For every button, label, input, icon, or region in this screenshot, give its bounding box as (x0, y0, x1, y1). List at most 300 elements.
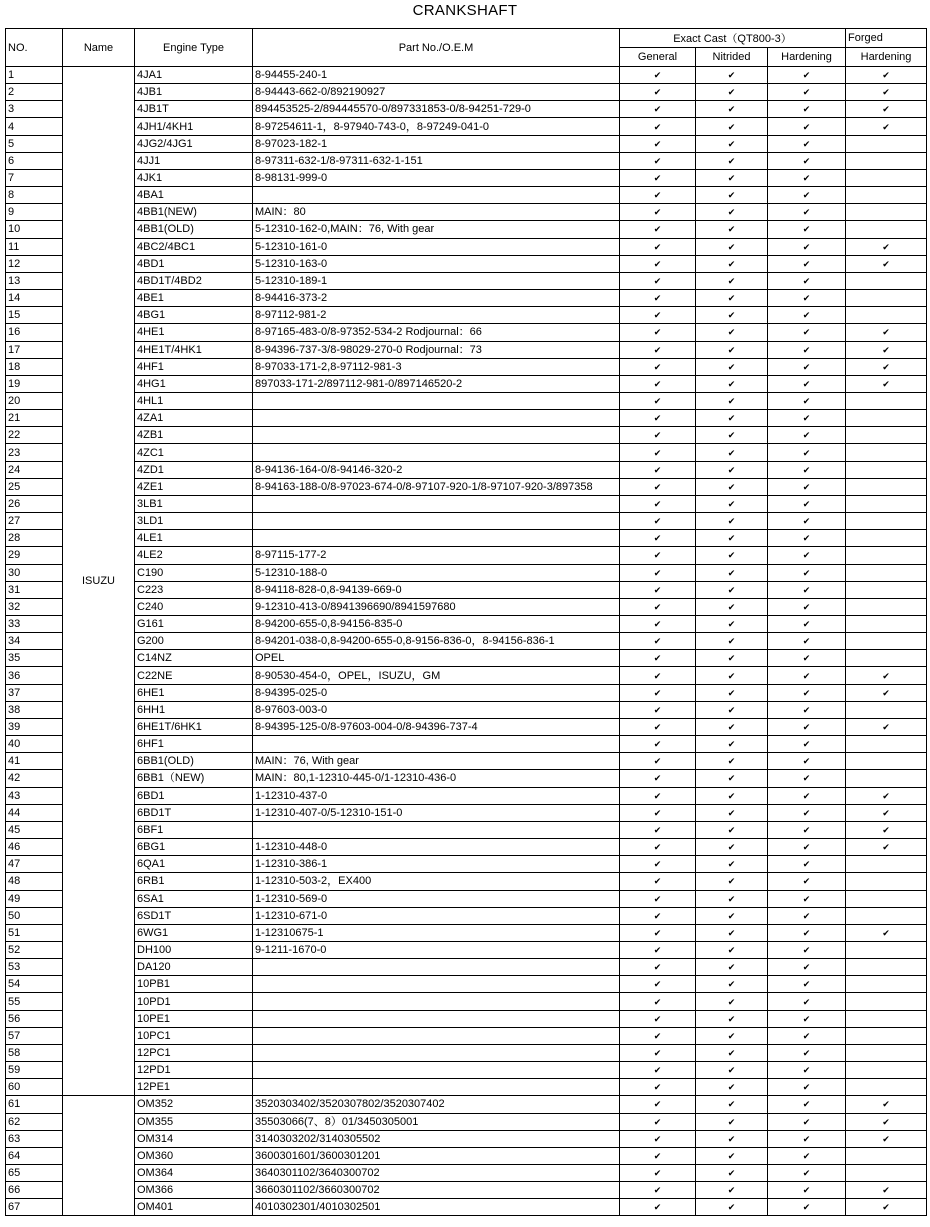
check-mark-icon: ✔ (882, 121, 890, 132)
check-mark-icon: ✔ (653, 121, 662, 132)
row-number: 48 (6, 873, 63, 890)
check-general (620, 255, 696, 272)
check-mark-icon: ✔ (653, 1150, 662, 1161)
check-mark-icon: ✔ (727, 704, 736, 715)
check-mark-icon: ✔ (802, 533, 811, 544)
check-mark-icon: ✔ (653, 739, 662, 750)
check-forged-hardening (846, 290, 927, 307)
check-forged-hardening (846, 821, 927, 838)
engine-type: 4BG1 (135, 307, 253, 324)
check-forged-hardening (846, 1010, 927, 1027)
check-mark-icon: ✔ (727, 293, 736, 304)
part-number: 3600301601/3600301201 (253, 1147, 620, 1164)
row-number: 32 (6, 598, 63, 615)
table-row (6, 873, 927, 890)
check-mark-icon: ✔ (802, 1047, 811, 1058)
check-general (620, 941, 696, 958)
check-forged-hardening (846, 513, 927, 530)
table-row (6, 581, 927, 598)
check-mark-icon: ✔ (882, 87, 890, 98)
row-number: 36 (6, 667, 63, 684)
check-general (620, 907, 696, 924)
check-mark-icon: ✔ (653, 70, 662, 81)
table-row (6, 1113, 927, 1130)
crankshaft-table (5, 28, 927, 1216)
table-row (6, 307, 927, 324)
check-mark-icon: ✔ (802, 293, 811, 304)
engine-type: 4JB1 (135, 84, 253, 101)
check-nitrided (696, 461, 768, 478)
check-hardening (768, 718, 846, 735)
table-row (6, 478, 927, 495)
check-mark-icon: ✔ (653, 1082, 662, 1093)
engine-type: 4HL1 (135, 392, 253, 409)
table-row (6, 633, 927, 650)
check-mark-icon: ✔ (802, 1133, 811, 1144)
check-forged-hardening (846, 1044, 927, 1061)
check-hardening (768, 839, 846, 856)
check-mark-icon: ✔ (653, 790, 662, 801)
check-mark-icon: ✔ (802, 241, 811, 252)
table-body (6, 67, 927, 1216)
table-row (6, 272, 927, 289)
check-mark-icon: ✔ (802, 327, 811, 338)
engine-type: 4HE1T/4HK1 (135, 341, 253, 358)
check-forged-hardening (846, 787, 927, 804)
check-hardening (768, 1079, 846, 1096)
check-forged-hardening (846, 101, 927, 118)
check-nitrided (696, 633, 768, 650)
check-hardening (768, 427, 846, 444)
table-row (6, 255, 927, 272)
check-nitrided (696, 1182, 768, 1199)
check-mark-icon: ✔ (653, 584, 662, 595)
check-general (620, 1182, 696, 1199)
check-mark-icon: ✔ (653, 1185, 662, 1196)
check-general (620, 839, 696, 856)
check-nitrided (696, 684, 768, 701)
check-mark-icon: ✔ (802, 567, 811, 578)
header-name: Name (63, 29, 135, 67)
check-forged-hardening (846, 341, 927, 358)
check-hardening (768, 890, 846, 907)
part-number: 1-12310675-1 (253, 924, 620, 941)
check-mark-icon: ✔ (653, 1065, 662, 1076)
check-mark-icon: ✔ (653, 996, 662, 1007)
check-mark-icon: ✔ (882, 722, 890, 733)
check-forged-hardening (846, 255, 927, 272)
check-mark-icon: ✔ (727, 430, 736, 441)
check-mark-icon: ✔ (653, 396, 662, 407)
check-hardening (768, 856, 846, 873)
row-number: 41 (6, 753, 63, 770)
check-forged-hardening (846, 135, 927, 152)
check-mark-icon: ✔ (802, 121, 811, 132)
engine-type: OM355 (135, 1113, 253, 1130)
check-forged-hardening (846, 1165, 927, 1182)
check-general (620, 959, 696, 976)
check-mark-icon: ✔ (802, 1099, 811, 1110)
table-row (6, 976, 927, 993)
check-nitrided (696, 1199, 768, 1216)
table-row (6, 684, 927, 701)
check-nitrided (696, 290, 768, 307)
part-number (253, 1079, 620, 1096)
table-row (6, 890, 927, 907)
check-mark-icon: ✔ (802, 275, 811, 286)
check-mark-icon: ✔ (653, 327, 662, 338)
table-row (6, 84, 927, 101)
engine-type: 4JA1 (135, 67, 253, 84)
engine-type: C240 (135, 598, 253, 615)
check-general (620, 392, 696, 409)
part-number: 8-97165-483-0/8-97352-534-2 Rodjournal：66 (253, 324, 620, 341)
check-mark-icon: ✔ (727, 70, 736, 81)
check-general (620, 1165, 696, 1182)
row-number: 4 (6, 118, 63, 135)
row-number: 16 (6, 324, 63, 341)
check-forged-hardening (846, 633, 927, 650)
check-mark-icon: ✔ (802, 722, 811, 733)
row-number: 24 (6, 461, 63, 478)
check-general (620, 787, 696, 804)
engine-type: 4JG2/4JG1 (135, 135, 253, 152)
check-mark-icon: ✔ (802, 979, 811, 990)
check-mark-icon: ✔ (882, 361, 890, 372)
row-number: 17 (6, 341, 63, 358)
check-forged-hardening (846, 478, 927, 495)
check-mark-icon: ✔ (802, 190, 811, 201)
check-general (620, 1044, 696, 1061)
engine-type: 4HF1 (135, 358, 253, 375)
check-forged-hardening (846, 324, 927, 341)
check-hardening (768, 290, 846, 307)
check-forged-hardening (846, 392, 927, 409)
check-general (620, 890, 696, 907)
check-mark-icon: ✔ (727, 653, 736, 664)
table-row (6, 564, 927, 581)
check-forged-hardening (846, 1096, 927, 1113)
part-number: 8-97603-003-0 (253, 701, 620, 718)
manufacturer-name: ISUZU (63, 67, 135, 1096)
check-mark-icon: ✔ (727, 224, 736, 235)
table-row (6, 101, 927, 118)
check-hardening (768, 204, 846, 221)
row-number: 40 (6, 736, 63, 753)
check-mark-icon: ✔ (882, 258, 890, 269)
check-mark-icon: ✔ (802, 1150, 811, 1161)
check-mark-icon: ✔ (802, 224, 811, 235)
part-number: 8-94395-025-0 (253, 684, 620, 701)
check-nitrided (696, 1113, 768, 1130)
table-row (6, 1010, 927, 1027)
check-mark-icon: ✔ (727, 739, 736, 750)
check-mark-icon: ✔ (653, 670, 662, 681)
engine-type: 6QA1 (135, 856, 253, 873)
table-row (6, 1165, 927, 1182)
part-number: 1-12310-407-0/5-12310-151-0 (253, 804, 620, 821)
part-number: MAIN：80 (253, 204, 620, 221)
row-number: 46 (6, 839, 63, 856)
check-hardening (768, 238, 846, 255)
table-row (6, 718, 927, 735)
row-number: 54 (6, 976, 63, 993)
check-general (620, 478, 696, 495)
check-forged-hardening (846, 753, 927, 770)
check-mark-icon: ✔ (727, 824, 736, 835)
check-nitrided (696, 187, 768, 204)
check-mark-icon: ✔ (653, 207, 662, 218)
check-mark-icon: ✔ (727, 396, 736, 407)
check-mark-icon: ✔ (653, 927, 662, 938)
engine-type: 6SD1T (135, 907, 253, 924)
table-header (6, 29, 927, 67)
check-mark-icon: ✔ (727, 756, 736, 767)
check-nitrided (696, 598, 768, 615)
check-nitrided (696, 1062, 768, 1079)
engine-type: 4ZD1 (135, 461, 253, 478)
check-mark-icon: ✔ (802, 550, 811, 561)
check-mark-icon: ✔ (727, 722, 736, 733)
engine-type: 10PC1 (135, 1027, 253, 1044)
check-hardening (768, 667, 846, 684)
check-mark-icon: ✔ (802, 962, 811, 973)
row-number: 12 (6, 255, 63, 272)
check-general (620, 135, 696, 152)
row-number: 59 (6, 1062, 63, 1079)
part-number (253, 1044, 620, 1061)
check-hardening (768, 1062, 846, 1079)
check-forged-hardening (846, 959, 927, 976)
check-mark-icon: ✔ (727, 1013, 736, 1024)
check-mark-icon: ✔ (802, 927, 811, 938)
engine-type: 10PE1 (135, 1010, 253, 1027)
check-mark-icon: ✔ (802, 361, 811, 372)
check-mark-icon: ✔ (653, 258, 662, 269)
check-nitrided (696, 272, 768, 289)
part-number: 8-97112-981-2 (253, 307, 620, 324)
part-number: 8-94200-655-0,8-94156-835-0 (253, 616, 620, 633)
check-mark-icon: ✔ (727, 601, 736, 612)
table-row (6, 341, 927, 358)
table-row (6, 1044, 927, 1061)
check-forged-hardening (846, 204, 927, 221)
engine-type: 6BD1T (135, 804, 253, 821)
check-mark-icon: ✔ (727, 207, 736, 218)
part-number (253, 976, 620, 993)
engine-type: 4ZE1 (135, 478, 253, 495)
check-forged-hardening (846, 1079, 927, 1096)
check-mark-icon: ✔ (802, 670, 811, 681)
check-nitrided (696, 1027, 768, 1044)
check-mark-icon: ✔ (802, 430, 811, 441)
engine-type: 4BD1 (135, 255, 253, 272)
header-forged: Forged (846, 29, 927, 48)
check-forged-hardening (846, 67, 927, 84)
row-number: 45 (6, 821, 63, 838)
table-row (6, 941, 927, 958)
check-general (620, 684, 696, 701)
check-nitrided (696, 135, 768, 152)
check-mark-icon: ✔ (653, 1047, 662, 1058)
header-general: General (620, 48, 696, 67)
check-general (620, 101, 696, 118)
check-mark-icon: ✔ (653, 293, 662, 304)
row-number: 13 (6, 272, 63, 289)
check-mark-icon: ✔ (653, 893, 662, 904)
check-nitrided (696, 976, 768, 993)
page-title: CRANKSHAFT (412, 2, 518, 19)
part-number: 8-97033-171-2,8-97112-981-3 (253, 358, 620, 375)
check-mark-icon: ✔ (653, 138, 662, 149)
check-nitrided (696, 787, 768, 804)
engine-type: DA120 (135, 959, 253, 976)
check-mark-icon: ✔ (653, 1168, 662, 1179)
check-nitrided (696, 358, 768, 375)
check-forged-hardening (846, 1062, 927, 1079)
row-number: 63 (6, 1130, 63, 1147)
engine-type: 4HG1 (135, 375, 253, 392)
row-number: 22 (6, 427, 63, 444)
check-general (620, 495, 696, 512)
check-hardening (768, 907, 846, 924)
check-forged-hardening (846, 238, 927, 255)
table-row (6, 547, 927, 564)
check-hardening (768, 392, 846, 409)
part-number: 8-97115-177-2 (253, 547, 620, 564)
row-number: 15 (6, 307, 63, 324)
check-nitrided (696, 667, 768, 684)
check-general (620, 718, 696, 735)
check-nitrided (696, 1079, 768, 1096)
check-general (620, 924, 696, 941)
part-number: 8-94201-038-0,8-94200-655-0,8-9156-836-0，8-94156-836-1 (253, 633, 620, 650)
check-forged-hardening (846, 444, 927, 461)
row-number: 1 (6, 67, 63, 84)
check-mark-icon: ✔ (802, 344, 811, 355)
table-row (6, 461, 927, 478)
check-mark-icon: ✔ (727, 173, 736, 184)
check-mark-icon: ✔ (653, 550, 662, 561)
check-mark-icon: ✔ (653, 807, 662, 818)
check-hardening (768, 101, 846, 118)
row-number: 14 (6, 290, 63, 307)
check-hardening (768, 513, 846, 530)
check-hardening (768, 444, 846, 461)
engine-type: 3LB1 (135, 495, 253, 512)
check-nitrided (696, 650, 768, 667)
check-nitrided (696, 118, 768, 135)
part-number: 8-97311-632-1/8-97311-632-1-151 (253, 152, 620, 169)
check-hardening (768, 187, 846, 204)
table-row (6, 856, 927, 873)
check-forged-hardening (846, 1113, 927, 1130)
row-number: 30 (6, 564, 63, 581)
manufacturer-name (63, 1096, 135, 1216)
check-nitrided (696, 1044, 768, 1061)
check-nitrided (696, 873, 768, 890)
check-general (620, 118, 696, 135)
check-mark-icon: ✔ (727, 893, 736, 904)
check-general (620, 547, 696, 564)
row-number: 25 (6, 478, 63, 495)
check-mark-icon: ✔ (802, 155, 811, 166)
check-mark-icon: ✔ (653, 824, 662, 835)
check-mark-icon: ✔ (653, 1099, 662, 1110)
table-row (6, 358, 927, 375)
table-row (6, 324, 927, 341)
engine-type: OM366 (135, 1182, 253, 1199)
part-number: 894453525-2/894445570-0/897331853-0/8-94251-729-0 (253, 101, 620, 118)
check-mark-icon: ✔ (882, 1202, 890, 1213)
engine-type: C22NE (135, 667, 253, 684)
check-mark-icon: ✔ (727, 842, 736, 853)
table-row (6, 513, 927, 530)
check-mark-icon: ✔ (882, 824, 890, 835)
check-mark-icon: ✔ (882, 241, 890, 252)
row-number: 66 (6, 1182, 63, 1199)
check-nitrided (696, 324, 768, 341)
part-number: 1-12310-437-0 (253, 787, 620, 804)
table-row (6, 1147, 927, 1164)
check-mark-icon: ✔ (653, 498, 662, 509)
check-hardening (768, 924, 846, 941)
check-hardening (768, 787, 846, 804)
check-mark-icon: ✔ (882, 1116, 890, 1127)
part-number: 8-94416-373-2 (253, 290, 620, 307)
check-mark-icon: ✔ (727, 104, 736, 115)
part-number: 8-94163-188-0/8-97023-674-0/8-97107-920-1/8-97107-920-3/897358 (253, 478, 620, 495)
table-row (6, 598, 927, 615)
check-mark-icon: ✔ (653, 601, 662, 612)
table-row (6, 427, 927, 444)
check-general (620, 581, 696, 598)
engine-type: 4JK1 (135, 169, 253, 186)
check-general (620, 667, 696, 684)
check-nitrided (696, 564, 768, 581)
check-mark-icon: ✔ (653, 722, 662, 733)
check-mark-icon: ✔ (802, 481, 811, 492)
check-mark-icon: ✔ (727, 1030, 736, 1041)
row-number: 64 (6, 1147, 63, 1164)
check-mark-icon: ✔ (802, 516, 811, 527)
check-mark-icon: ✔ (802, 1116, 811, 1127)
check-hardening (768, 547, 846, 564)
check-mark-icon: ✔ (653, 704, 662, 715)
check-mark-icon: ✔ (802, 910, 811, 921)
check-nitrided (696, 821, 768, 838)
check-nitrided (696, 547, 768, 564)
row-number: 44 (6, 804, 63, 821)
row-number: 20 (6, 392, 63, 409)
header-exact-cast: Exact Cast（QT800-3） (620, 29, 846, 48)
table-row (6, 924, 927, 941)
check-mark-icon: ✔ (802, 104, 811, 115)
engine-type: 6RB1 (135, 873, 253, 890)
check-nitrided (696, 839, 768, 856)
check-mark-icon: ✔ (727, 619, 736, 630)
check-general (620, 324, 696, 341)
check-hardening (768, 1199, 846, 1216)
part-number: 1-12310-671-0 (253, 907, 620, 924)
check-mark-icon: ✔ (727, 962, 736, 973)
check-mark-icon: ✔ (653, 567, 662, 578)
check-mark-icon: ✔ (727, 927, 736, 938)
check-forged-hardening (846, 495, 927, 512)
check-general (620, 410, 696, 427)
check-nitrided (696, 204, 768, 221)
check-hardening (768, 564, 846, 581)
